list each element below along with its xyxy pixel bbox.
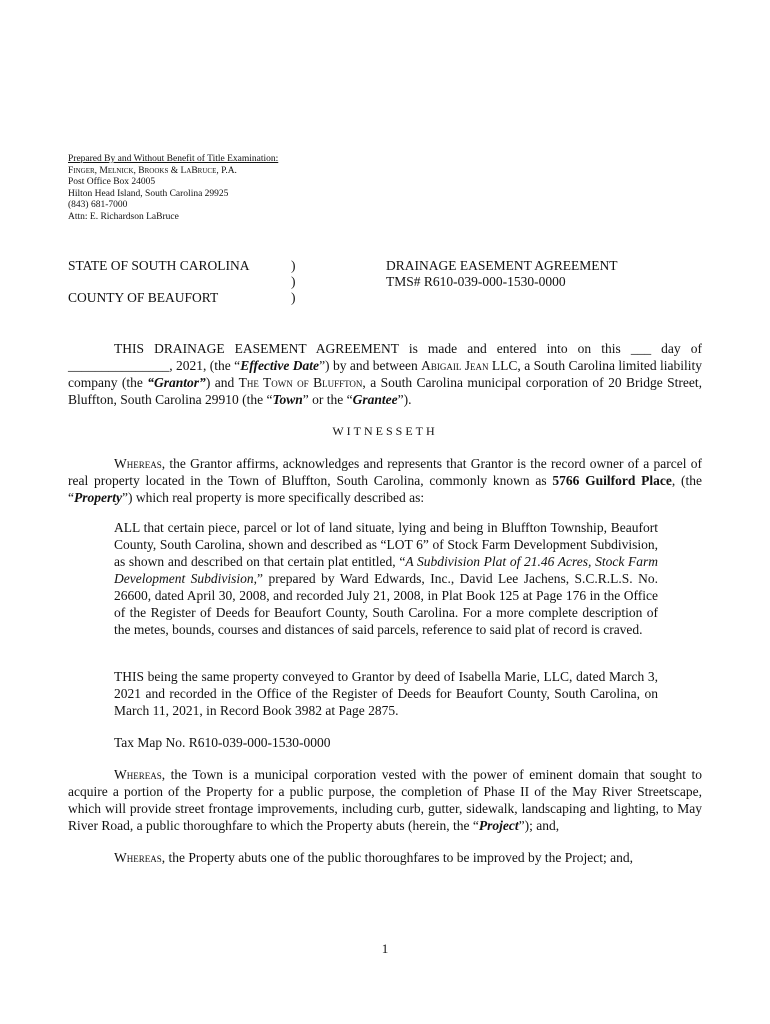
caption-jurisdiction [68,258,250,306]
whereas-paragraph-1: Whereas, the Grantor affirms, acknowledges and represents that Grantor is the record owner of a parcel of real property located in the Town of Bluffton, South Carolina, commonly known as 5766 Guilford Place, (the “Property”) which real property is more specifically described as: [68,456,702,505]
preparer-block [68,154,278,224]
document-title: DRAINAGE EASEMENT AGREEMENT [386,258,618,273]
grantor-name: Abigail Jean [421,358,489,373]
conveyance-paragraph: THIS being the same property conveyed to Grantor by deed of Isabella Marie, LLC, dated March 3, 2021 and recorded in the Office of the Register of Deeds for Beaufort County, South Carolina, on March 11, 2021, in Record Book 3982 at Page 2875. [114,669,658,718]
caption-county: COUNTY OF BEAUFORT [68,290,219,305]
whereas-paragraph-2: Whereas, the Town is a municipal corporation vested with the power of eminent domain that sought to acquire a portion of the Property for a public purpose, the completion of Phase II of the May River Streetscape, which will provide street frontage improvements, including curb, gutter, sidewalk, landscaping and lighting, to May River Road, a public thoroughfare to which the Property abuts (herein, the “Project”); and, [68,767,702,833]
tms-number: TMS# R610-039-000-1530-0000 [386,274,566,289]
effective-date-term: Effective Date [240,358,320,373]
tax-map-number: Tax Map No. R610-039-000-1530-0000 [114,735,331,750]
preparer-address-line-1: Post Office Box 24005 [68,177,156,188]
preparer-heading: Prepared By and Without Benefit of Title Examination: [68,154,279,164]
intro-paragraph: THIS DRAINAGE EASEMENT AGREEMENT is made and entered into on this ___ day of _______________, 2021, (the “Effective Date”) by and between Abigail Jean LLC, a South Carolina limited liability company (the “Grantor”) and The Town of Bluffton, a South Carolina municipal corporation of 20 Bridge Street, Bluffton, South Carolina 29910 (the “Town” or the “Grantee”). [68,341,703,407]
law-firm-name: Finger, Melnick, Brooks & LaBruce, P.A. [68,165,237,176]
whereas-lead: Whereas [114,456,162,471]
caption-parentheses [291,258,296,306]
preparer-phone: (843) 681-7000 [68,200,128,211]
property-address: 5766 Guilford Place [552,473,672,488]
caption-title-block [386,258,618,290]
grantee-term: Grantee [352,392,398,407]
town-term: Town [272,392,303,407]
project-term: Project [478,818,519,833]
caption-paren: ) [291,258,296,273]
caption-paren: ) [291,274,296,289]
page-number: 1 [381,941,389,956]
plat-title: A Subdivision Plat of 21.46 Acres, Stock Farm Development Subdivision [114,554,658,586]
grantor-term: “Grantor” [147,375,206,390]
legal-description: ALL that certain piece, parcel or lot of land situate, lying and being in Bluffton Township, Beaufort County, South Carolina, shown and described as “LOT 6” of Stock Farm Development Subdivision, as shown and described on that certain plat entitled, “A Subdivision Plat of 21.46 Acres, Stock Farm Development Subdivision,” prepared by Ward Edwards, Inc., David Lee Jachens, S.C.R.L.S. No. 26600, dated April 30, 2008, and recorded July 21, 2008, in Plat Book 125 at Page 176 in the Office of the Register of Deeds for Beaufort County, South Carolina. For a more complete description of the metes, bounds, courses and distances of said parcels, reference to said plat of record is craved. [114,520,658,637]
caption-state: STATE OF SOUTH CAROLINA [68,258,250,273]
caption-paren: ) [291,290,296,305]
town-name: The Town of Bluffton [238,375,363,390]
whereas-lead: Whereas [114,767,162,782]
witnesseth-heading: WITNESSETH [332,424,438,438]
property-term: Property [74,490,122,505]
preparer-address-line-2: Hilton Head Island, South Carolina 29925 [68,188,229,199]
whereas-paragraph-3: Whereas, the Property abuts one of the public thoroughfares to be improved by the Project; and, [114,850,634,865]
preparer-attention: Attn: E. Richardson LaBruce [68,211,179,222]
whereas-lead: Whereas [114,850,162,865]
